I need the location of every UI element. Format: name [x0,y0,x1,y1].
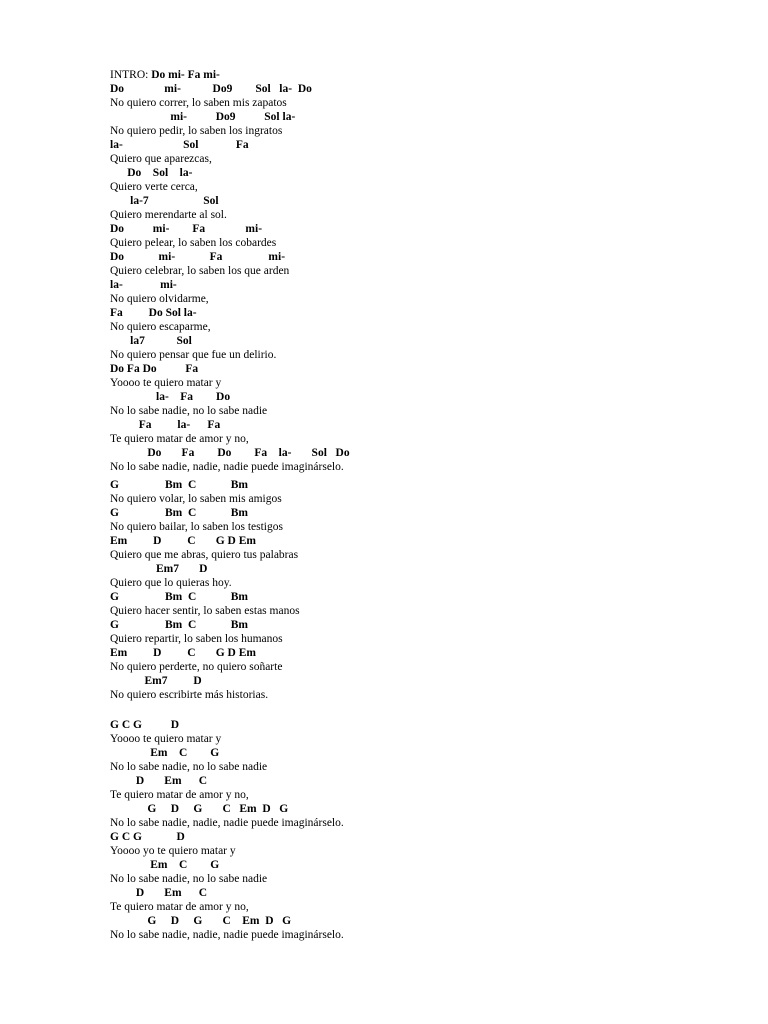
lyric-line: No lo sabe nadie, nadie, nadie puede imaginárselo. [110,929,344,941]
lyric-line: Yoooo te quiero matar y [110,733,222,745]
song-section [110,82,350,474]
song-sections [110,82,350,942]
song-sheet [110,68,350,942]
chord-line: Do Fa Do Fa [110,363,199,375]
lyric-line: Te quiero matar de amor y no, [110,433,249,445]
intro-label: INTRO: [110,69,152,81]
chord-line: Em C G [110,859,220,871]
chord-line: Do mi- Do9 Sol la- Do [110,83,312,95]
lyric-line: Te quiero matar de amor y no, [110,901,249,913]
chord-line: Em D C G D Em [110,535,256,547]
song-section [110,718,350,942]
lyric-line: Quiero que me abras, quiero tus palabras [110,549,299,561]
chord-line: G Bm C Bm [110,507,248,519]
chord-line: Do Fa Do Fa la- Sol Do [110,447,350,459]
chord-line: G C G D [110,719,179,731]
lyric-line: No quiero olvidarme, [110,293,209,305]
lyric-line: No quiero perderte, no quiero soñarte [110,661,283,673]
chord-line: Fa Do Sol la- [110,307,197,319]
lyric-line: Yoooo te quiero matar y [110,377,222,389]
chord-line: Fa la- Fa [110,419,221,431]
lyric-line: Quiero que aparezcas, [110,153,212,165]
lyric-line: No lo sabe nadie, no lo sabe nadie [110,405,268,417]
lyric-line: No quiero volar, lo saben mis amigos [110,493,282,505]
lyric-line: Quiero hacer sentir, lo saben estas manos [110,605,300,617]
chord-line: D Em C [110,775,208,787]
section-gap [110,702,350,718]
chord-line: la- Fa Do [110,391,231,403]
chord-line: G Bm C Bm [110,591,248,603]
chord-line: D Em C [110,887,208,899]
chord-line: Em D C G D Em [110,647,256,659]
chord-line: G D G C Em D G [110,915,292,927]
chord-line: G C G D [110,831,185,843]
lyric-line: Te quiero matar de amor y no, [110,789,249,801]
intro-chords: Do mi- Fa mi- [151,69,220,81]
chord-line: la-7 Sol [110,195,219,207]
intro-line [110,68,350,82]
chord-line: G D G C Em D G [110,803,289,815]
chord-line: Em C G [110,747,220,759]
lyric-line: No quiero pensar que fue un delirio. [110,349,277,361]
chord-line: G Bm C Bm [110,619,248,631]
chord-line: la- mi- [110,279,177,291]
lyric-line: No lo sabe nadie, nadie, nadie puede imaginárselo. [110,461,344,473]
lyric-line: Quiero que lo quieras hoy. [110,577,232,589]
lyric-line: No quiero correr, lo saben mis zapatos [110,97,287,109]
lyric-line: No lo sabe nadie, nadie, nadie puede imaginárselo. [110,817,344,829]
chord-line: Em7 D [110,563,208,575]
lyric-line: Quiero verte cerca, [110,181,198,193]
lyric-line: No quiero pedir, lo saben los ingratos [110,125,283,137]
lyric-line: No quiero escribirte más historias. [110,689,269,701]
lyric-line: Quiero pelear, lo saben los cobardes [110,237,277,249]
lyric-line: No quiero bailar, lo saben los testigos [110,521,283,533]
lyric-line: Quiero merendarte al sol. [110,209,227,221]
chord-line: Do Sol la- [110,167,193,179]
lyric-line: No lo sabe nadie, no lo sabe nadie [110,761,268,773]
song-section [110,478,350,702]
lyric-line: No lo sabe nadie, no lo sabe nadie [110,873,268,885]
lyric-line: No quiero escaparme, [110,321,211,333]
lyric-line: Quiero celebrar, lo saben los que arden [110,265,290,277]
chord-line: la- Sol Fa [110,139,249,151]
chord-line: Em7 D [110,675,202,687]
lyric-line: Yoooo yo te quiero matar y [110,845,236,857]
lyric-line: Quiero repartir, lo saben los humanos [110,633,283,645]
chord-line: Do mi- Fa mi- [110,251,286,263]
chord-line: la7 Sol [110,335,192,347]
chord-line: G Bm C Bm [110,479,248,491]
chord-line: mi- Do9 Sol la- [110,111,296,123]
chord-line: Do mi- Fa mi- [110,223,263,235]
